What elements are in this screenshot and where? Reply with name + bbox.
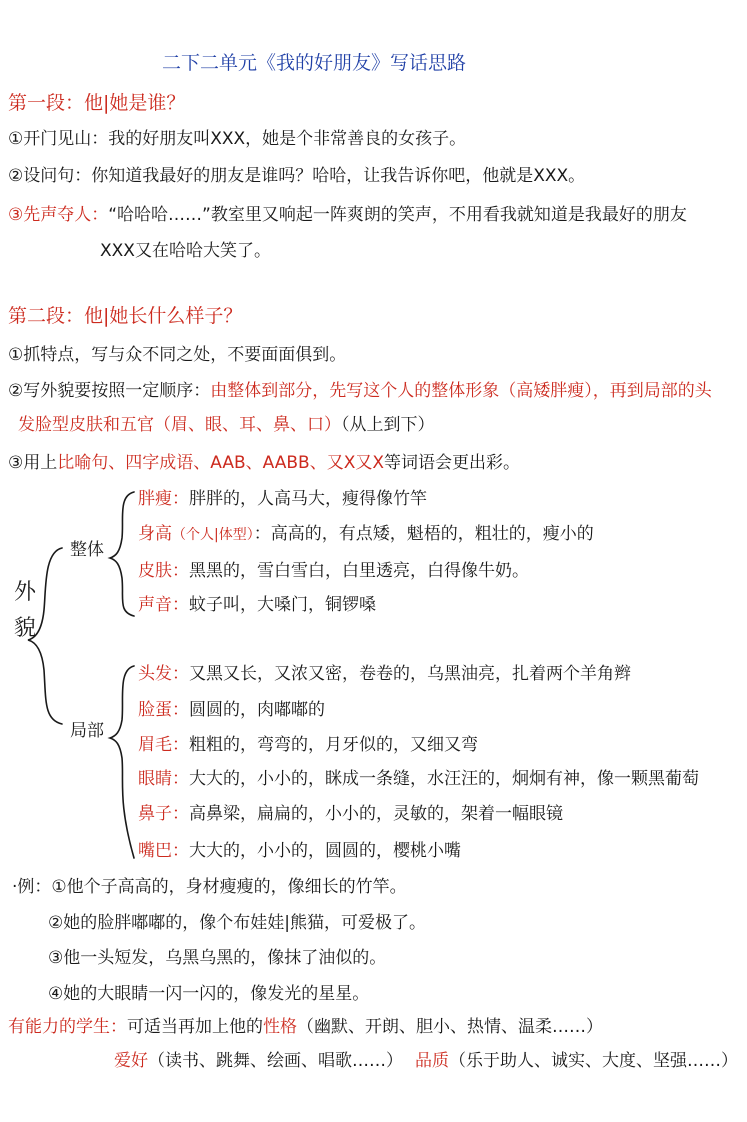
whole-item-value: ：高高的，有点矮，魁梧的，粗壮的，瘦小的 — [253, 524, 594, 544]
section2-line1: ①抓特点，写与众不同之处，不要面面俱到。 — [8, 345, 347, 365]
whole-item-key: 身高 — [138, 524, 172, 544]
whole-item-key: 声音： — [138, 595, 189, 615]
part-item — [138, 840, 461, 862]
tree-root-2: 貌 — [14, 616, 37, 641]
advanced-label: 有能力的学生： — [8, 1017, 127, 1037]
part-item — [138, 663, 631, 685]
page-title: 二下二单元《我的好朋友》写话思路 — [162, 52, 467, 74]
whole-item — [138, 523, 594, 546]
section2-line3-a: 发脸型皮肤和五官（眉、眼、耳、鼻、口） — [18, 415, 341, 435]
advanced-key-personality: 性格 — [263, 1017, 297, 1037]
part-item-key: 嘴巴： — [138, 841, 189, 861]
part-item-key: 眉毛： — [138, 735, 189, 755]
advanced-text-4: （乐于助人、诚实、大度、坚强……） — [449, 1051, 738, 1071]
section1-line3 — [8, 204, 747, 226]
example-line-2: ②她的脸胖嘟嘟的，像个布娃娃|熊猫，可爱极了。 — [48, 913, 426, 933]
section1-line2: ②设问句：你知道我最好的朋友是谁吗？哈哈，让我告诉你吧，他就是XXX。 — [8, 166, 586, 186]
part-item-value: 又黑又长，又浓又密，卷卷的，乌黑油亮，扎着两个羊角辫 — [189, 664, 631, 684]
whole-item-key: 皮肤： — [138, 561, 189, 581]
part-item-key: 头发： — [138, 664, 189, 684]
whole-item — [138, 488, 427, 510]
part-item-value: 大大的，小小的，眯成一条缝，水汪汪的，炯炯有神，像一颗黑葡萄 — [189, 769, 699, 789]
section2-heading: 第二段：他|她长什么样子？ — [8, 305, 243, 327]
part-item-key: 脸蛋： — [138, 700, 189, 720]
advanced-text-3: （读书、跳舞、绘画、唱歌……） — [148, 1051, 403, 1071]
advanced-text-1: 可适当再加上他的 — [127, 1017, 263, 1037]
part-item — [138, 803, 563, 825]
example-line-4: ④她的大眼睛一闪一闪的，像发光的星星。 — [48, 984, 370, 1004]
part-item — [138, 699, 325, 721]
section2-line4 — [8, 452, 520, 474]
part-item-value: 粗粗的，弯弯的，月牙似的，又细又弯 — [189, 735, 478, 755]
section1-line3-text: “哈哈哈……”教室里又响起一阵爽朗的笑声，不用看我就知道是我最好的朋友 — [108, 205, 687, 225]
section2-line4-a: ③用上 — [8, 453, 58, 473]
whole-item-value: 胖胖的，人高马大，瘦得像竹竿 — [189, 489, 427, 509]
section1-line3-label: ③先声夺人： — [8, 205, 109, 225]
advanced-text-2: （幽默、开朗、胆小、热情、温柔……） — [297, 1017, 603, 1037]
part-item-key: 眼睛： — [138, 769, 189, 789]
advanced-key-hobby: 爱好 — [114, 1051, 148, 1071]
whole-item — [138, 560, 529, 582]
part-item — [138, 768, 699, 790]
whole-item-key-note: （个人|体型） — [172, 527, 254, 543]
section1-line4: XXX又在哈哈大笑了。 — [100, 241, 271, 261]
section1-heading: 第一段：他|她是谁？ — [8, 92, 186, 114]
tree-root-1: 外 — [14, 580, 37, 605]
whole-item-key: 胖瘦： — [138, 489, 189, 509]
tree-part-label: 局部 — [70, 721, 104, 741]
part-item — [138, 734, 478, 756]
section2-line3-b: （从上到下） — [341, 415, 435, 435]
whole-item-value: 蚊子叫，大嗓门，铜锣嗓 — [189, 595, 376, 615]
section2-line4-c: 等词语会更出彩。 — [384, 453, 520, 473]
part-item-value: 大大的，小小的，圆圆的，樱桃小嘴 — [189, 841, 461, 861]
part-item-value: 高鼻梁，扁扁的，小小的，灵敏的，架着一幅眼镜 — [189, 804, 563, 824]
section1-line1: ①开门见山：我的好朋友叫XXX，她是个非常善良的女孩子。 — [8, 129, 467, 149]
part-item-value: 圆圆的，肉嘟嘟的 — [189, 700, 325, 720]
section2-line3 — [18, 414, 435, 436]
section2-line4-b: 比喻句、四字成语、AAB、AABB、又X又X — [57, 453, 384, 473]
example-line-1: ·例：①他个子高高的，身材瘦瘦的，像细长的竹竿。 — [12, 877, 407, 897]
part-item-key: 鼻子： — [138, 804, 189, 824]
whole-item — [138, 594, 376, 616]
advanced-line-2 — [114, 1050, 738, 1072]
whole-item-value: 黑黑的，雪白雪白，白里透亮，白得像牛奶。 — [189, 561, 529, 581]
example-line-3: ③他一头短发，乌黑乌黑的，像抹了油似的。 — [48, 948, 387, 968]
advanced-key-quality: 品质 — [415, 1051, 449, 1071]
section2-line2-b: 由整体到部分，先写这个人的整体形象（高矮胖瘦），再到局部的头 — [210, 381, 712, 401]
section2-line2 — [8, 380, 747, 402]
tree-whole-label: 整体 — [70, 540, 104, 560]
section2-line2-a: ②写外貌要按照一定顺序： — [8, 381, 211, 401]
advanced-line-1 — [8, 1016, 603, 1038]
